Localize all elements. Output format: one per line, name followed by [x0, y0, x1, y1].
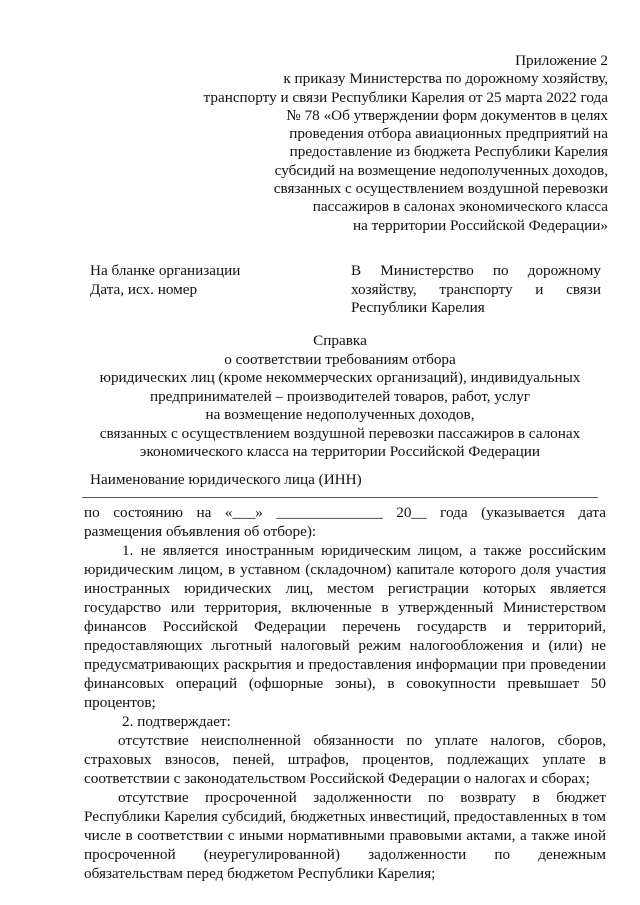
paragraph-3: отсутствие неисполненной обязанности по уплате налогов, сборов, страховых взносов, пеней, штрафов, процентов, подлежащих уплате в соответствии с законодательством Российской Федерации о налогах и сборах; — [84, 732, 606, 787]
title-line: связанных с осуществлением воздушной перевозки пассажиров в салонах — [99, 424, 581, 442]
paragraph-4: отсутствие просроченной задолженности по возврату в бюджет Республики Карелия субсидий, бюджетных инвестиций, предоставленных в том числе в соответствии с иными нормативными правовыми актами, а также иной просроченной (неурегулированной) задолженности по денежным обязательствам перед бюджетом Республики Карелия; — [84, 789, 606, 882]
recipient-line: хозяйству, транспорту и связи — [351, 280, 601, 298]
paragraph-1: 1. не является иностранным юридическим лицом, а также российским юридическим лицом, в уставном (складочном) капитале которого доля участия иностранных юридических лиц, местом регистрации которых является государство или территория, включенные в утвержденный Министерством финансов Российской Федерации перечень государств и территорий, предоставляющих льготный налоговый режим налогообложения и (или) не предусматривающих раскрытия и предоставления информации при проведении финансовых операций (офшорные зоны), в совокупности превышает 50 процентов; — [84, 542, 606, 711]
appendix-header — [190, 52, 608, 235]
appendix-line: предоставление из бюджета Республики Карелия — [289, 143, 608, 161]
title-line: о соответствии требованиям отбора — [224, 350, 456, 368]
entity-name-label: Наименование юридического лица (ИНН) — [90, 471, 362, 488]
date-statement: по состоянию на «___» ______________ 20__ года (указывается дата размещения объявления об отборе): — [84, 504, 606, 540]
sender-line: Дата, исх. номер — [90, 280, 198, 298]
title-line: Справка — [313, 332, 367, 349]
entity-name-field[interactable] — [82, 497, 598, 498]
appendix-line: проведения отбора авиационных предприятий на — [289, 125, 608, 143]
paragraph-2: 2. подтверждает: — [122, 713, 231, 730]
title-line: предпринимателей – производителей товаров, работ, услуг — [149, 387, 531, 405]
appendix-line: на территории Российской Федерации» — [353, 216, 608, 234]
appendix-line: транспорту и связи Республики Карелия от 25 марта 2022 года — [203, 88, 608, 106]
document-body — [84, 503, 606, 883]
appendix-line: субсидий на возмещение недополученных доходов, — [274, 161, 608, 179]
title-line: экономического класса на территории Российской Федерации — [139, 443, 541, 460]
recipient-block — [351, 262, 601, 318]
appendix-line: связанных с осуществлением воздушной перевозки — [273, 180, 608, 198]
recipient-line: В Министерство по дорожному — [351, 262, 601, 279]
title-line: юридических лиц (кроме некоммерческих организаций), индивидуальных — [99, 369, 581, 386]
appendix-line: к приказу Министерства по дорожному хозяйству, — [283, 70, 608, 88]
recipient-line: Республики Карелия — [351, 299, 485, 317]
appendix-line: пассажиров в салонах экономического класса — [312, 198, 608, 216]
appendix-line: Приложение 2 — [515, 52, 608, 69]
title-line: на возмещение недополученных доходов, — [205, 406, 475, 423]
appendix-line: № 78 «Об утверждении форм документов в целях — [286, 106, 608, 124]
sender-block — [90, 262, 340, 299]
document-title — [60, 332, 620, 462]
sender-line: На бланке организации — [90, 262, 241, 279]
